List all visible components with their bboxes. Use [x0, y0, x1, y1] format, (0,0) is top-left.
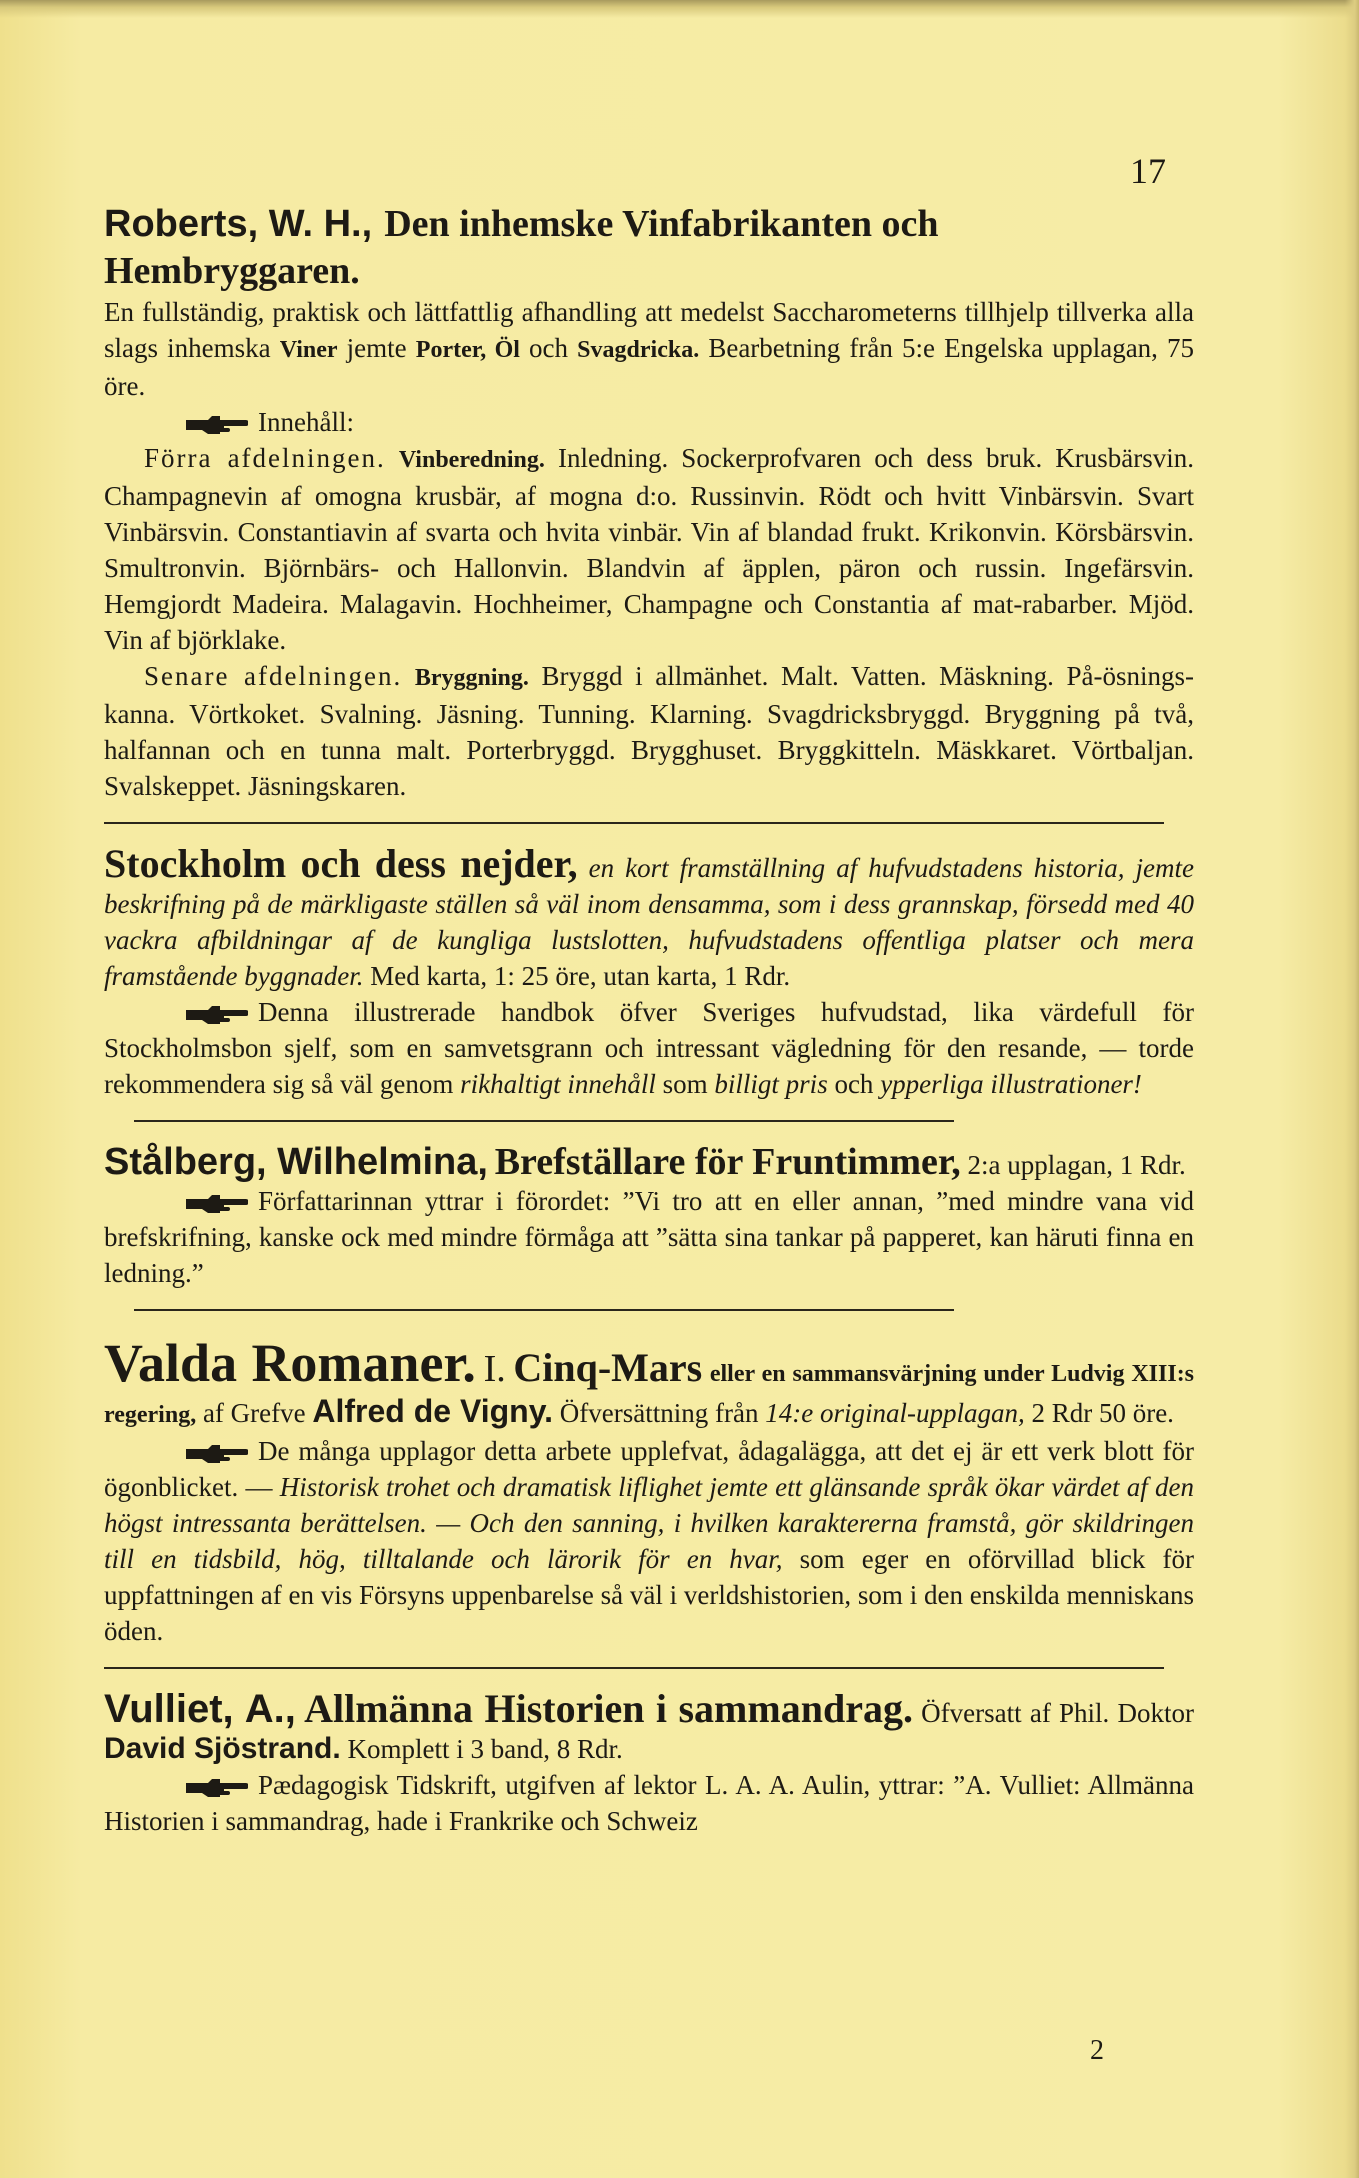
entry-author: Alfred de Vigny. [312, 1393, 554, 1429]
entry-title: Stockholm och dess nejder, [104, 841, 578, 886]
catalog-content [104, 200, 1194, 1853]
entry-title: Brefställare för Fruntimmer, [494, 1141, 961, 1183]
entry-valda-romaner [104, 1333, 1194, 1649]
entry-translator: David Sjöstrand. [104, 1732, 341, 1765]
entry-note: Denna illustrerade handbok öfver Sveriges hufvudstad, lika värdefull för Stockholmsbon sjelf, som en samvetsgrann och intressant vägledning för den resande, — torde rekommendera sig så väl genom rikhaltigt innehåll som billigt pris och ypperliga illustrationer! [104, 997, 1194, 1099]
entry-details: Komplett i 3 band, 8 Rdr. [347, 1734, 623, 1764]
pointing-hand-icon [184, 1004, 248, 1026]
entry-heading: Valda Romaner. I. Cinq-Mars eller en sammansvärjning under Ludvig XIII:s regering, af Grefve Alfred de Vigny. Öfversättning från 14:e original-upplagan, 2 Rdr 50 öre. [104, 1333, 1195, 1429]
section-first: Förra afdelningen. Vinberedning. Inledning. Sockerprofvaren och dess bruk. Krusbärsvin. Champagnevin af omogna krusbär, af mogna d:o. Russinvin. Rödt och hvitt Vinbärsvin. Svart Vinbärsvin. Constantiavin af svarta och hvita vinbär. Vin af blandad frukt. Krikonvin. Körsbärsvin. Smultronvin. Björnbärs- och Hallonvin. Blandvin af äpplen, päron och russin. Ingefärsvin. Hemgjordt Madeira. Malagavin. Hochheimer, Champagne och Constantia af mat-rabarber. Mjöd. Vin af björklake. [104, 443, 1195, 655]
divider [104, 822, 1164, 824]
entry-note: Pædagogisk Tidskrift, utgifven af lektor L. A. A. Aulin, yttrar: ”A. Vulliet: Allmänna Historien i sammandrag, hade i Frankrike och Schweiz [104, 1770, 1194, 1836]
divider [134, 1120, 954, 1122]
entry-note: Författarinnan yttrar i förordet: ”Vi tro att en eller annan, ”med mindre vana vid brefskrifning, kanske ock med mindre förmåga att ”sätta sina tankar på papperet, kan häruti finna en ledning.” [104, 1186, 1194, 1288]
entry-subtitle: eller en sammansvärjning under Ludvig XIII:s regering, [104, 1361, 1195, 1428]
page-number: 17 [1130, 151, 1166, 191]
divider [134, 1309, 954, 1311]
entry-volume-number: I. [483, 1348, 506, 1390]
entry-heading [104, 1141, 1194, 1183]
entry-title: Den inhemske Vinfabrikanten och Hembryggaren. [104, 203, 939, 292]
page-top-edge [0, 0, 1359, 18]
pointing-hand-icon [184, 414, 248, 436]
pointing-hand-icon [184, 1777, 248, 1799]
entry-stalberg [104, 1141, 1194, 1291]
entry-description: En fullständig, praktisk och lättfattlig afhandling att medelst Saccharometerns tillhjelp tillverka alla slags inhemska Viner jemte Porter, Öl och Svagdricka. Bearbetning från 5:e Engelska upplagan, 75 öre. [104, 297, 1195, 401]
entry-price: 2 Rdr 50 öre. [1031, 1398, 1174, 1428]
entry-author: Vulliet, A., [104, 1687, 296, 1731]
entry-title: Valda Romaner. [104, 1333, 476, 1393]
entry-author: Stålberg, Wilhelmina, [104, 1141, 488, 1183]
entry-title: Allmänna Historien i sammandrag. [304, 1686, 913, 1731]
entry-heading: Vulliet, A., Allmänna Historien i sammandrag. Öfversatt af Phil. Doktor David Sjöstrand. Komplett i 3 band, 8 Rdr. [104, 1686, 1195, 1765]
entry-author: Roberts, W. H., [104, 203, 373, 245]
entry-work: Cinq-Mars [513, 1345, 703, 1390]
entry-stockholm [104, 841, 1195, 1102]
pointing-hand-icon [184, 1193, 248, 1215]
section-second: Senare afdelningen. Bryggning. Bryggd i allmänhet. Malt. Vatten. Mäskning. På-ösnings-kanna. Vörtkoket. Svalning. Jäsning. Tunning. Klarning. Svagdricksbryggd. Bryggning på två, halfannan och en tunna malt. Porterbryggd. Brygghuset. Bryggkitteln. Mäskkaret. Vörtbaljan. Svalskeppet. Jäsningskaren. [104, 661, 1195, 801]
entry-roberts [104, 200, 1194, 804]
contents-line [104, 404, 1194, 440]
entry-note: De många upplagor detta arbete upplefvat, ådagalägga, att det ej är ett verk blott för ögonblicket. — Historisk trohet och dramatisk liflighet jemte ett glänsande språk ökar värdet af den högst intressanta berättelsen. — Och den sanning, i hvilken karaktererna framstå, gör skildringen till en tidsbild, hög, tilltalande och lärorik för en hvar, som eger en oförvillad blick för uppfattningen af en vis Försyns uppenbarelse så väl i verldshistorien, som i den enskilda menniskans öden. [104, 1436, 1194, 1646]
entry-heading [104, 200, 1194, 294]
entry-subtitle: en kort framställning af hufvudstadens historia, jemte beskrifning på de märkligaste ställen så väl inom densamma, som i dess grannskap, försedd med 40 vackra afbildningar af de kungliga lustslotten, hufvudstadens offentliga platser och mera framstående byggnader. [104, 853, 1195, 991]
entry-heading [104, 841, 1195, 994]
divider [104, 1667, 1164, 1669]
entry-edition: 2:a upplagan, 1 Rdr. [967, 1150, 1186, 1180]
entry-vulliet [104, 1686, 1195, 1839]
contents-label: Innehåll: [258, 407, 354, 437]
pointing-hand-icon [184, 1443, 248, 1465]
page-right-edge [1345, 0, 1359, 2178]
signature-mark: 2 [1090, 2035, 1104, 2066]
entry-price: Med karta, 1: 25 öre, utan karta, 1 Rdr. [370, 961, 791, 991]
